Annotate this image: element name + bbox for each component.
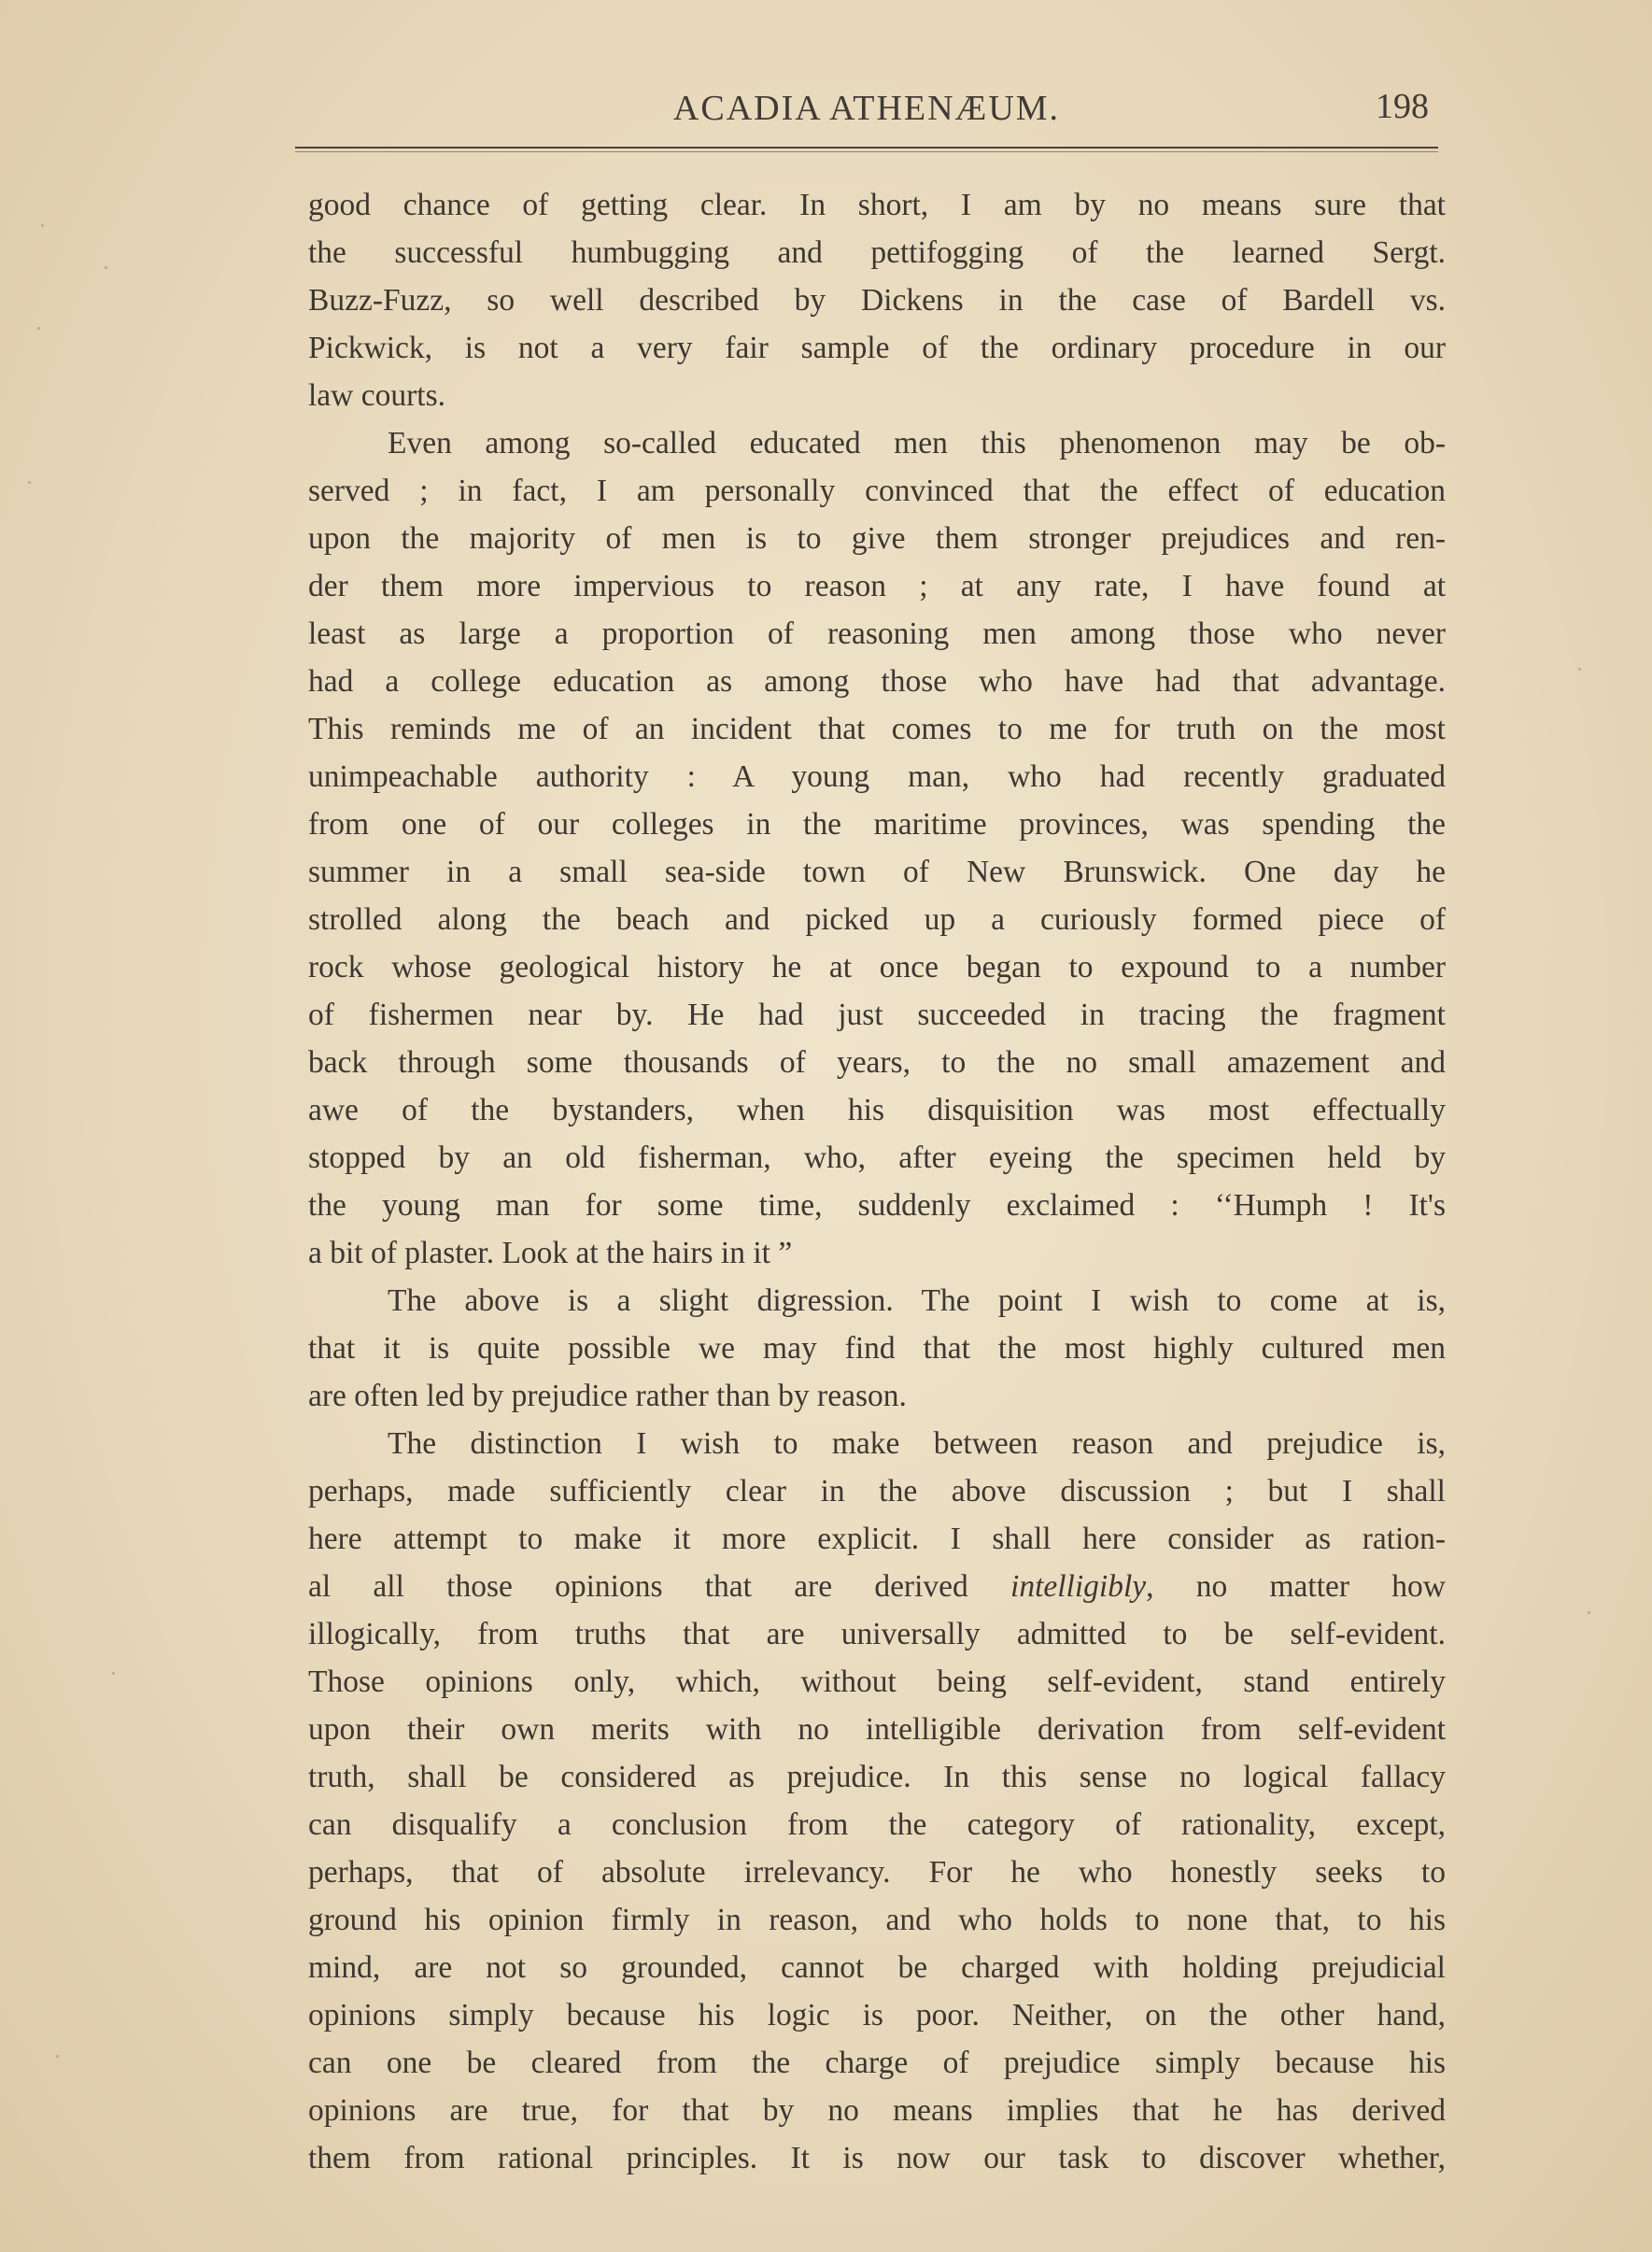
page-number: 198: [1376, 87, 1429, 126]
text-line: truth, shall be considered as prejudice. In this sense no logical fallacy: [308, 1760, 1446, 1794]
text-line: can one be cleared from the charge of prejudice simply because his: [308, 2046, 1446, 2080]
text-line: upon their own merits with no intelligible derivation from self-evident: [308, 1712, 1446, 1747]
paper-speck: [112, 1672, 115, 1675]
text-line: back through some thousands of years, to the no small amazement and: [308, 1045, 1446, 1080]
text-line: can disqualify a conclusion from the category of rationality, except,: [308, 1807, 1446, 1842]
text-line: of fishermen near by. He had just succeeded in tracing the fragment: [308, 998, 1446, 1032]
text-line: illogically, from truths that are universally admitted to be self-evident.: [308, 1617, 1446, 1651]
header-rule-thin: [295, 151, 1438, 152]
text-line: upon the majority of men is to give them stronger prejudices and ren-: [308, 521, 1446, 556]
text-line: rock whose geological history he at once began to expound to a number: [308, 950, 1446, 984]
text-line: summer in a small sea-side town of New Brunswick. One day he: [308, 855, 1446, 889]
text-line: Even among so-called educated men this phenomenon may be ob-: [388, 426, 1446, 460]
text-line: The above is a slight digression. The point I wish to come at is,: [388, 1283, 1446, 1318]
text-line: here attempt to make it more explicit. I shall here consider as ration-: [308, 1522, 1446, 1556]
text-line: This reminds me of an incident that comes to me for truth on the most: [308, 712, 1446, 746]
text-line: law courts.: [308, 378, 445, 413]
paper-speck: [28, 481, 31, 484]
text-line: them from rational principles. It is now our task to discover whether,: [308, 2141, 1446, 2175]
text-line: the young man for some time, suddenly exclaimed : ‘‘Humph ! It's: [308, 1188, 1446, 1223]
paper-speck: [56, 2055, 59, 2058]
text-line: opinions are true, for that by no means implies that he has derived: [308, 2093, 1446, 2128]
text-segment: al all those opinions that are derived: [308, 1569, 1011, 1604]
text-line: the successful humbugging and pettifogging of the learned Sergt.: [308, 235, 1446, 270]
text-line: stopped by an old fisherman, who, after eyeing the specimen held by: [308, 1140, 1446, 1175]
text-line: from one of our colleges in the maritime provinces, was spending the: [308, 807, 1446, 842]
text-segment: , no matter how: [1146, 1569, 1446, 1604]
text-line: mind, are not so grounded, cannot be charged with holding prejudicial: [308, 1950, 1446, 1985]
text-line: perhaps, made sufficiently clear in the above discussion ; but I shall: [308, 1474, 1446, 1508]
text-line: a bit of plaster. Look at the hairs in it ”: [308, 1236, 793, 1270]
paper-speck: [105, 266, 107, 269]
text-line: perhaps, that of absolute irrelevancy. For he who honestly seeks to: [308, 1855, 1446, 1890]
paper-speck: [1588, 1611, 1590, 1614]
running-header: [295, 80, 1438, 136]
text-line: least as large a proportion of reasoning men among those who never: [308, 616, 1446, 651]
text-line: Pickwick, is not a very fair sample of the ordinary procedure in our: [308, 331, 1446, 365]
text-line: served ; in fact, I am personally convinced that the effect of education: [308, 474, 1446, 508]
paper-speck: [1578, 668, 1581, 671]
text-line: [308, 1563, 1446, 1610]
text-line: strolled along the beach and picked up a curiously formed piece of: [308, 902, 1446, 937]
text-line: Buzz-Fuzz, so well described by Dickens in the case of Bardell vs.: [308, 283, 1446, 318]
text-line: der them more impervious to reason ; at any rate, I have found at: [308, 569, 1446, 603]
header-rule: [295, 147, 1438, 149]
text-line: The distinction I wish to make between reason and prejudice is,: [388, 1426, 1446, 1461]
text-line: awe of the bystanders, when his disquisition was most effectually: [308, 1093, 1446, 1127]
italic-word: intelligibly: [1010, 1569, 1147, 1604]
paper-speck: [37, 327, 40, 330]
text-line: had a college education as among those who have had that advantage.: [308, 664, 1446, 699]
text-line: unimpeachable authority : A young man, who had recently graduated: [308, 759, 1446, 794]
text-line: Those opinions only, which, without being self-evident, stand entirely: [308, 1664, 1446, 1699]
text-line: are often led by prejudice rather than by reason.: [308, 1379, 907, 1413]
text-line: that it is quite possible we may find that the most highly cultured men: [308, 1331, 1446, 1366]
body-text: [308, 181, 1446, 2182]
text-line: opinions simply because his logic is poor. Neither, on the other hand,: [308, 1998, 1446, 2032]
paper-speck: [41, 224, 44, 227]
text-line: ground his opinion firmly in reason, and who holds to none that, to his: [308, 1903, 1446, 1937]
journal-title: ACADIA ATHENÆUM.: [672, 89, 1061, 128]
text-line: good chance of getting clear. In short, I am by no means sure that: [308, 188, 1446, 222]
